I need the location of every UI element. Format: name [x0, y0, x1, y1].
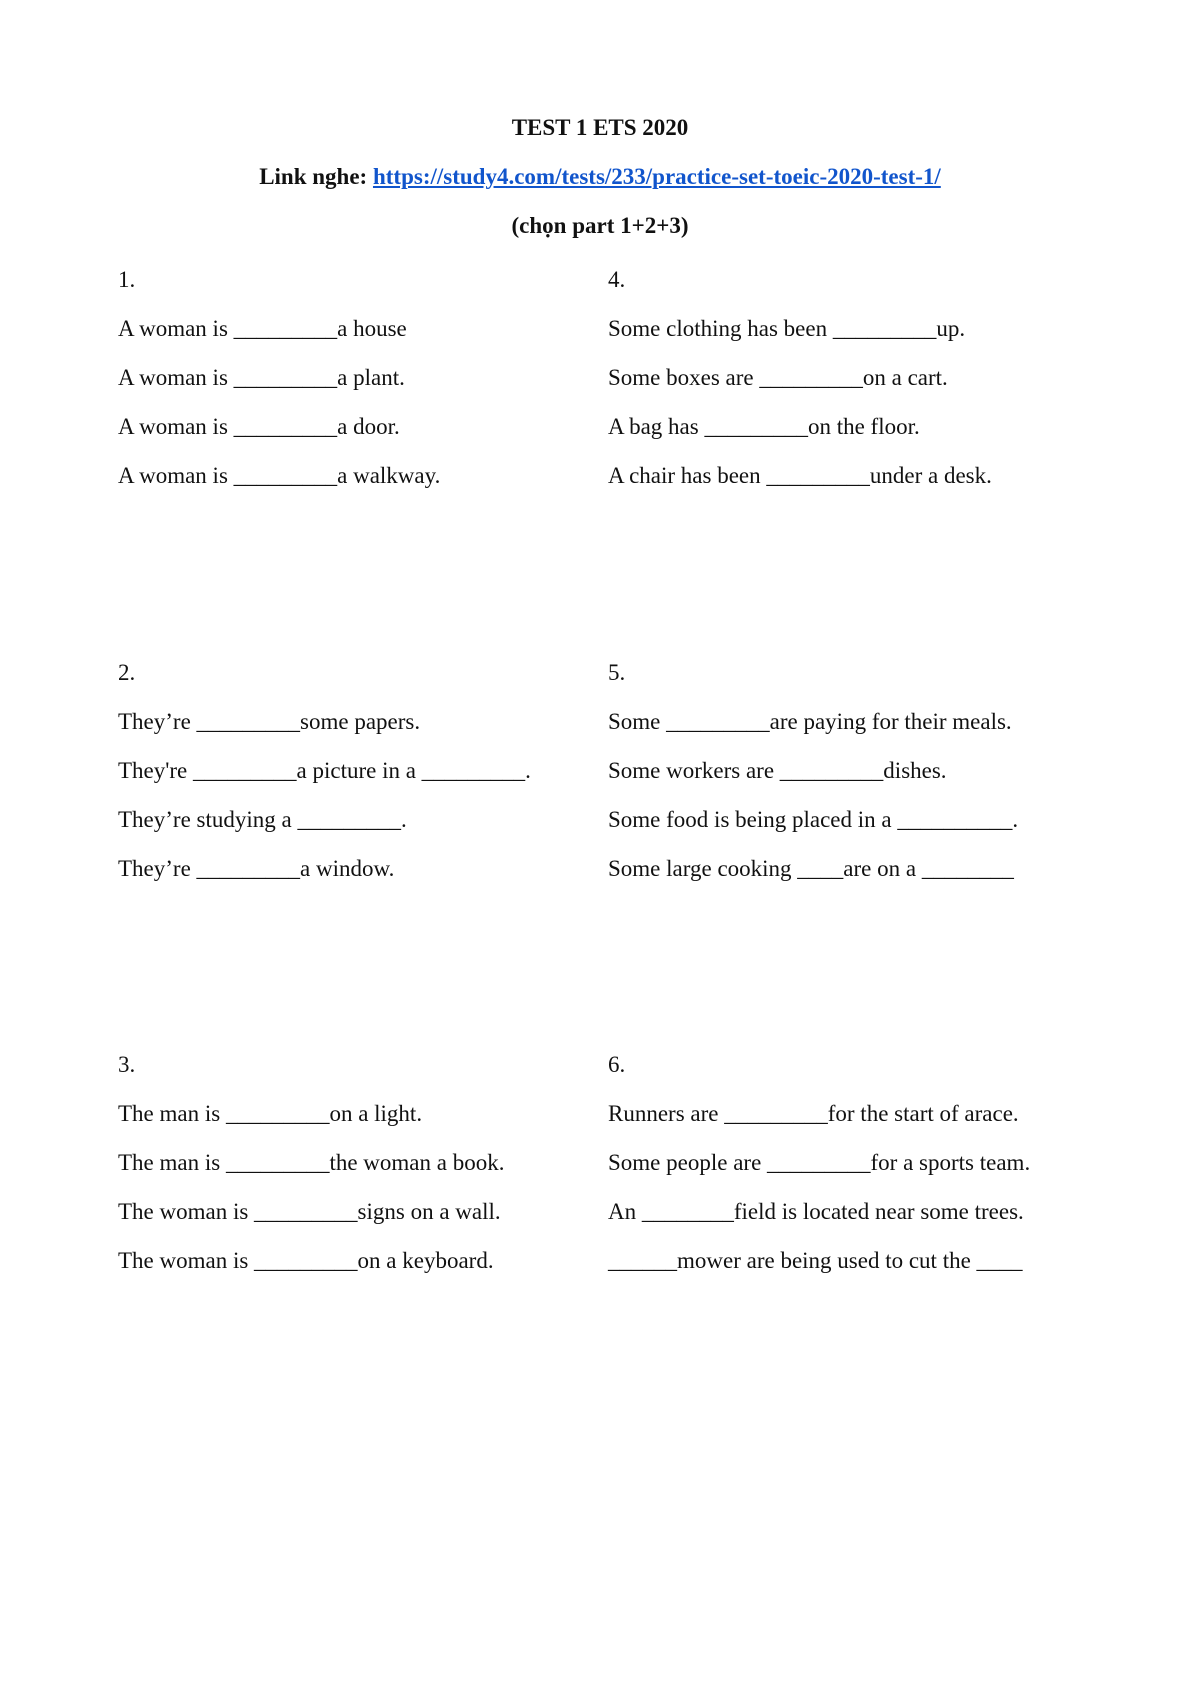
exercise-line: A bag has _________on the floor.: [608, 414, 920, 439]
exercise-line: They’re studying a _________.: [118, 807, 407, 832]
exercise-line: They’re _________a window.: [118, 856, 395, 881]
exercise-4: [608, 268, 1128, 513]
exercise-line: Some clothing has been _________up.: [608, 316, 966, 341]
exercise-line: Runners are _________for the start of arace.: [608, 1101, 1019, 1126]
exercise-line: Some people are _________for a sports team.: [608, 1150, 1031, 1175]
exercise-number: 4.: [608, 267, 626, 292]
listening-link-row: [0, 164, 1200, 190]
exercise-line: The woman is _________on a keyboard.: [118, 1248, 494, 1273]
exercise-6: [608, 1053, 1128, 1298]
exercise-5: [608, 661, 1128, 906]
link-label: Link nghe:: [259, 164, 373, 189]
exercise-line: An ________field is located near some trees.: [608, 1199, 1024, 1224]
exercise-1: [118, 268, 638, 513]
exercise-line: Some food is being placed in a __________.: [608, 807, 1019, 832]
exercise-3: [118, 1053, 638, 1298]
exercise-line: A woman is _________a house: [118, 316, 407, 341]
exercise-line: The man is _________on a light.: [118, 1101, 423, 1126]
exercise-line: They’re _________some papers.: [118, 709, 421, 734]
exercise-number: 2.: [118, 660, 136, 685]
exercise-line: The man is _________the woman a book.: [118, 1150, 505, 1175]
exercise-line: A woman is _________a plant.: [118, 365, 405, 390]
exercise-line: Some workers are _________dishes.: [608, 758, 947, 783]
exercise-number: 3.: [118, 1052, 136, 1077]
exercise-line: Some large cooking ____are on a ________: [608, 856, 1014, 881]
exercise-line: Some _________are paying for their meals.: [608, 709, 1012, 734]
listening-link[interactable]: https://study4.com/tests/233/practice-set-toeic-2020-test-1/: [372, 164, 941, 189]
exercise-line: Some boxes are _________on a cart.: [608, 365, 948, 390]
page-subtitle: (chọn part 1+2+3): [511, 213, 689, 238]
exercise-number: 1.: [118, 267, 136, 292]
exercise-line: A woman is _________a walkway.: [118, 463, 441, 488]
page-title: TEST 1 ETS 2020: [511, 115, 689, 140]
exercise-number: 5.: [608, 660, 626, 685]
exercise-line: The woman is _________signs on a wall.: [118, 1199, 501, 1224]
exercise-number: 6.: [608, 1052, 626, 1077]
exercise-line: A chair has been _________under a desk.: [608, 463, 992, 488]
exercise-line: A woman is _________a door.: [118, 414, 400, 439]
exercise-line: They're _________a picture in a _________.: [118, 758, 531, 783]
exercise-line: ______mower are being used to cut the ____: [608, 1248, 1023, 1273]
exercise-2: [118, 661, 638, 906]
